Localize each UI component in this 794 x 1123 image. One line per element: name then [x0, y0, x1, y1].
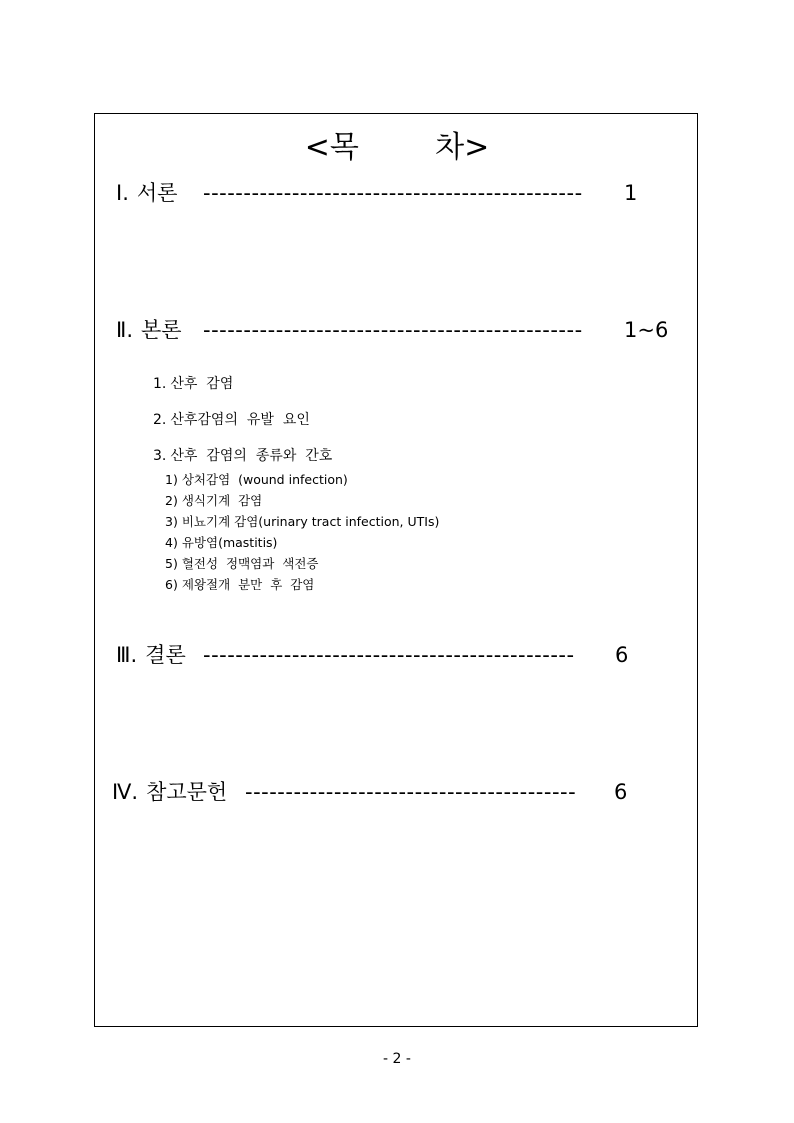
- subsection-number: 2.: [153, 412, 167, 428]
- toc-section-body: [116, 316, 669, 344]
- item-text: 제왕절개 분만 후 감염: [181, 577, 315, 592]
- item-number: 5): [165, 556, 178, 571]
- toc-item: [165, 492, 262, 510]
- dot-leader: -----------------------------------------: [245, 780, 577, 804]
- subsection-number: 3.: [153, 448, 167, 464]
- section-name: 참고문헌: [146, 780, 228, 804]
- toc-item: [165, 555, 319, 573]
- page-number: 6: [615, 643, 629, 667]
- item-number: 3): [165, 514, 178, 529]
- toc-subsection: [153, 410, 310, 430]
- dot-leader: -----------------------------------------------: [203, 181, 583, 205]
- subsection-number: 1.: [153, 376, 167, 392]
- section-number: Ⅳ.: [112, 780, 139, 804]
- section-name: 본론: [141, 318, 182, 342]
- item-number: 1): [165, 472, 178, 487]
- item-text: 혈전성 정맥염과 색전증: [181, 556, 319, 571]
- item-number: 2): [165, 493, 178, 508]
- section-number: Ⅲ.: [116, 643, 138, 667]
- item-text: 상처감염 (wound infection): [181, 472, 348, 487]
- toc-section-intro: [116, 179, 656, 207]
- dot-leader: -----------------------------------------------: [203, 318, 583, 342]
- toc-subsection: [153, 446, 332, 466]
- page-footer: - 2 -: [383, 1051, 411, 1067]
- page-number: 1~6: [624, 318, 669, 342]
- item-text: 비뇨기계 감염(urinary tract infection, UTIs): [181, 514, 440, 529]
- section-number: Ⅱ.: [116, 318, 134, 342]
- dot-leader: ----------------------------------------------: [203, 643, 575, 667]
- toc-item: [165, 576, 314, 594]
- page-number: 1: [624, 181, 638, 205]
- subsection-text: 산후감염의 유발 요인: [170, 412, 310, 428]
- subsection-text: 산후 감염: [170, 376, 234, 392]
- subsection-text: 산후 감염의 종류와 간호: [170, 448, 333, 464]
- toc-title: <목 차>: [304, 130, 490, 165]
- section-name: 서론: [136, 181, 178, 205]
- toc-subsection: [153, 374, 233, 394]
- item-text: 유방염(mastitis): [181, 535, 278, 550]
- item-number: 6): [165, 577, 178, 592]
- toc-section-references: [112, 778, 652, 806]
- toc-section-conclusion: [116, 641, 656, 669]
- toc-item: [165, 513, 439, 531]
- section-number: Ⅰ.: [116, 181, 129, 205]
- section-name: 결론: [145, 643, 186, 667]
- item-number: 4): [165, 535, 178, 550]
- page-number: 6: [614, 780, 628, 804]
- toc-item: [165, 534, 277, 552]
- toc-item: [165, 471, 348, 489]
- item-text: 생식기계 감염: [181, 493, 263, 508]
